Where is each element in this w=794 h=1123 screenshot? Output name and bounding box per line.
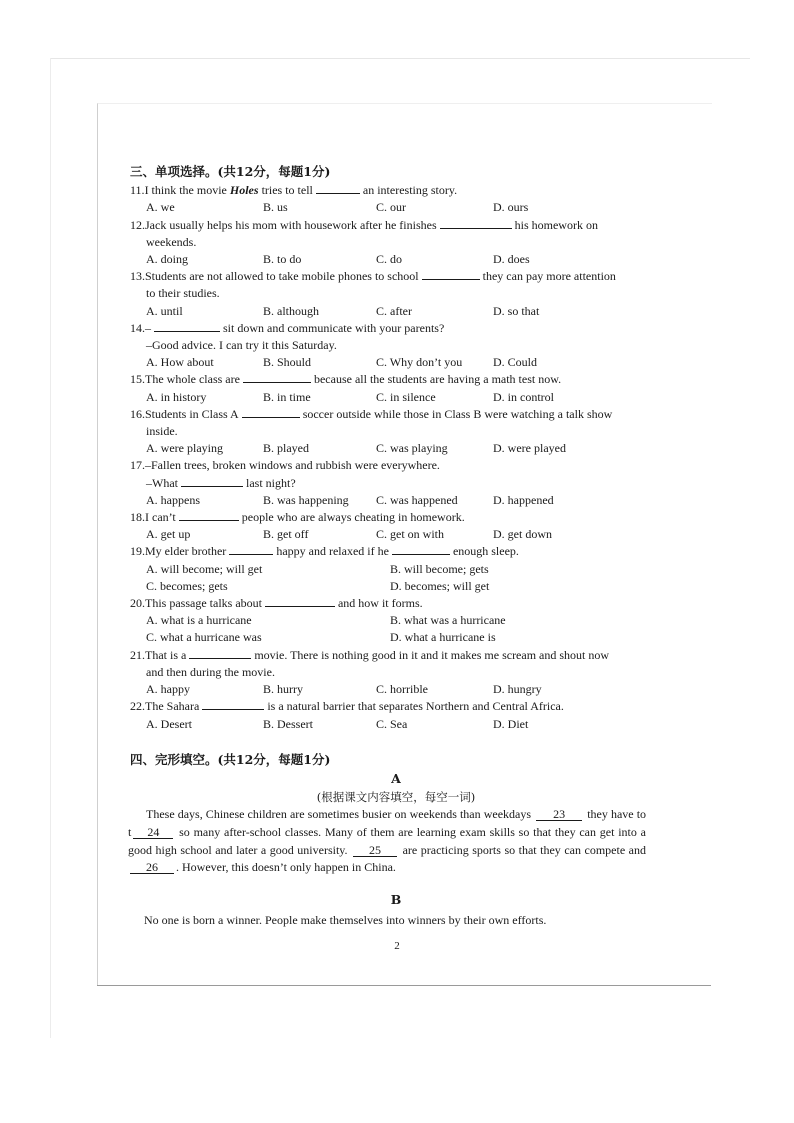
options-22 xyxy=(146,716,646,733)
question-13-continued: to their studies. xyxy=(146,286,220,301)
answer-blank[interactable] xyxy=(181,475,243,487)
question-stem: an interesting story. xyxy=(362,183,458,198)
option-b: B. us xyxy=(263,200,288,215)
option-a: A. happens xyxy=(146,492,200,507)
question-stem: I can’t xyxy=(145,510,176,525)
option-a: A. happy xyxy=(146,682,190,697)
passage-b-text: No one is born a winner. People make themselves into winners by their own efforts. xyxy=(144,912,547,927)
option-a: A. in history xyxy=(146,389,207,404)
question-16-continued: inside. xyxy=(146,424,178,439)
answer-blank[interactable] xyxy=(265,595,335,607)
options-14 xyxy=(146,354,646,371)
question-18 xyxy=(130,509,646,526)
option-c: C. was happened xyxy=(376,492,458,507)
question-stem: they can pay more attention xyxy=(482,269,616,284)
question-21 xyxy=(130,647,646,664)
option-b: B. hurry xyxy=(263,682,303,697)
question-number: 13. xyxy=(130,269,145,284)
question-number: 22. xyxy=(130,699,145,714)
exam-content xyxy=(128,163,647,929)
question-stem: movie. There is nothing good in it and it makes me scream and shout now xyxy=(254,647,610,662)
question-14 xyxy=(130,320,646,337)
options-19-row2 xyxy=(146,578,646,595)
options-20-row2 xyxy=(146,629,646,646)
option-d: D. happened xyxy=(493,492,554,507)
question-stem: The Sahara xyxy=(145,699,200,714)
option-b: B. will become; gets xyxy=(390,561,489,576)
option-b: B. played xyxy=(263,441,309,456)
option-a: A. we xyxy=(146,200,175,215)
option-b: B. although xyxy=(263,303,319,318)
option-d: D. were played xyxy=(493,441,566,456)
question-19 xyxy=(130,543,646,560)
question-21-continued: and then during the movie. xyxy=(146,664,275,679)
page-number: 2 xyxy=(394,940,400,952)
section-3-heading: 三、单项选择。(共12分，每题1分) xyxy=(130,164,331,179)
options-20-row1 xyxy=(146,612,646,629)
options-19-row1 xyxy=(146,561,646,578)
option-c: C. what a hurricane was xyxy=(146,630,262,645)
question-number: 12. xyxy=(130,217,145,232)
question-stem: and how it forms. xyxy=(337,596,423,611)
question-number: 21. xyxy=(130,647,145,662)
option-c: C. in silence xyxy=(376,389,436,404)
options-18 xyxy=(146,526,646,543)
answer-blank[interactable] xyxy=(440,217,512,229)
option-c: C. horrible xyxy=(376,682,428,697)
question-stem: happy and relaxed if he xyxy=(276,544,389,559)
passage-a-label: A xyxy=(391,770,401,786)
question-number: 20. xyxy=(130,596,145,611)
question-stem: Jack usually helps his mom with housework after he finishes xyxy=(145,217,437,232)
question-stem: is a natural barrier that separates Northern and Central Africa. xyxy=(267,699,564,714)
option-d: D. so that xyxy=(493,303,540,318)
answer-blank[interactable] xyxy=(154,320,220,332)
options-17 xyxy=(146,492,646,509)
question-stem: That is a xyxy=(145,647,187,662)
passage-text: . However, this doesn’t only happen in China. xyxy=(176,860,396,875)
answer-blank[interactable] xyxy=(202,698,264,710)
option-a: A. will become; will get xyxy=(146,561,263,576)
question-stem: sit down and communicate with your parents? xyxy=(223,320,445,335)
question-stem: soccer outside while those in Class B were watching a talk show xyxy=(302,406,613,421)
question-12-continued: weekends. xyxy=(146,234,197,249)
cloze-blank-23[interactable]: 23 xyxy=(536,808,582,821)
option-a: A. get up xyxy=(146,527,191,542)
option-a: A. doing xyxy=(146,252,188,267)
answer-blank[interactable] xyxy=(242,406,300,418)
question-number: 15. xyxy=(130,372,145,387)
question-number: 19. xyxy=(130,544,145,559)
option-c: C. do xyxy=(376,252,403,267)
option-c: C. our xyxy=(376,200,406,215)
option-b: B. to do xyxy=(263,252,302,267)
option-a: A. Desert xyxy=(146,716,192,731)
option-d: D. hungry xyxy=(493,682,542,697)
answer-blank[interactable] xyxy=(422,268,480,280)
answer-blank[interactable] xyxy=(392,543,450,555)
option-b: B. Should xyxy=(263,355,312,370)
question-number: 18. xyxy=(130,510,145,525)
option-d: D. in control xyxy=(493,389,554,404)
option-d: D. get down xyxy=(493,527,552,542)
options-13 xyxy=(146,303,646,320)
option-b: B. get off xyxy=(263,527,309,542)
question-stem: – xyxy=(145,320,151,335)
passage-text: they have to t xyxy=(128,807,647,839)
option-c: C. becomes; gets xyxy=(146,578,228,593)
option-c: C. was playing xyxy=(376,441,448,456)
question-stem: because all the students are having a math test now. xyxy=(313,372,562,387)
question-17 xyxy=(130,457,646,474)
option-c: C. Why don’t you xyxy=(376,355,463,370)
question-stem: enough sleep. xyxy=(452,544,519,559)
question-17-continued xyxy=(146,475,646,492)
scan-edge-left xyxy=(50,58,51,1038)
question-15 xyxy=(130,371,646,388)
question-stem: The whole class are xyxy=(145,372,240,387)
question-number: 14. xyxy=(130,320,145,335)
question-stem: –Fallen trees, broken windows and rubbish were everywhere. xyxy=(145,458,440,473)
question-stem: last night? xyxy=(246,475,296,490)
option-b: B. in time xyxy=(263,389,311,404)
question-number: 17. xyxy=(130,458,145,473)
option-d: D. Could xyxy=(493,355,538,370)
option-c: C. after xyxy=(376,303,412,318)
option-a: A. were playing xyxy=(146,441,223,456)
question-16 xyxy=(130,406,646,423)
answer-blank[interactable] xyxy=(243,371,311,383)
question-stem: his homework on xyxy=(514,217,598,232)
scan-edge-top xyxy=(50,58,750,59)
option-a: A. what is a hurricane xyxy=(146,613,252,628)
passage-b-label: B xyxy=(390,891,402,907)
option-a: A. until xyxy=(146,303,183,318)
passage-text: are practicing sports so that they can compete and xyxy=(402,842,647,857)
question-stem: Students are not allowed to take mobile phones to school xyxy=(145,269,419,284)
question-number: 16. xyxy=(130,406,145,421)
option-d: D. ours xyxy=(493,200,529,215)
answer-blank[interactable] xyxy=(179,509,239,521)
option-d: D. becomes; will get xyxy=(390,578,490,593)
answer-blank[interactable] xyxy=(189,647,251,659)
option-c: C. get on with xyxy=(376,527,444,542)
question-stem: My elder brother xyxy=(145,544,227,559)
question-13 xyxy=(130,268,646,285)
question-number: 11. xyxy=(130,183,145,198)
option-d: D. does xyxy=(493,252,530,267)
passage-a-instruction: (根据课文内容填空，每空一词) xyxy=(316,790,476,805)
question-stem: I think the movie xyxy=(144,183,230,198)
question-stem: tries to tell xyxy=(258,183,313,198)
answer-blank[interactable] xyxy=(316,182,360,194)
question-stem: This passage talks about xyxy=(145,596,262,611)
options-16 xyxy=(146,440,646,457)
question-22 xyxy=(130,698,646,715)
option-b: B. was happening xyxy=(263,492,349,507)
option-b: B. Dessert xyxy=(263,716,313,731)
cloze-blank-25[interactable]: 25 xyxy=(353,844,397,857)
question-stem: people who are always cheating in homework. xyxy=(241,510,465,525)
movie-title: Holes xyxy=(229,183,259,198)
question-20 xyxy=(130,595,646,612)
passage-a-text xyxy=(128,806,646,876)
options-11 xyxy=(146,199,646,216)
passage-text: so many after-school classes. Many of them are learning exam skills so that they can get into a good high school and later a good university. xyxy=(128,824,646,857)
question-12 xyxy=(130,217,646,234)
options-21 xyxy=(146,681,646,698)
options-12 xyxy=(146,251,646,268)
cloze-blank-24[interactable]: 24 xyxy=(133,826,173,839)
option-d: D. what a hurricane is xyxy=(390,630,496,645)
answer-blank[interactable] xyxy=(229,543,273,555)
options-15 xyxy=(146,389,646,406)
option-d: D. Diet xyxy=(493,716,529,731)
question-stem: Students in Class A xyxy=(145,406,239,421)
section-4-heading: 四、完形填空。(共12分，每题1分) xyxy=(130,751,331,767)
question-stem: –What xyxy=(146,475,178,490)
cloze-blank-26[interactable]: 26 xyxy=(130,861,174,874)
question-14-continued: –Good advice. I can try it this Saturday. xyxy=(146,338,337,353)
option-a: A. How about xyxy=(146,355,214,370)
option-c: C. Sea xyxy=(376,716,408,731)
sheet-bottom-edge xyxy=(97,985,711,986)
question-11 xyxy=(130,182,646,199)
passage-text: These days, Chinese children are sometimes busier on weekends than weekdays xyxy=(146,807,532,822)
option-b: B. what was a hurricane xyxy=(390,613,506,628)
